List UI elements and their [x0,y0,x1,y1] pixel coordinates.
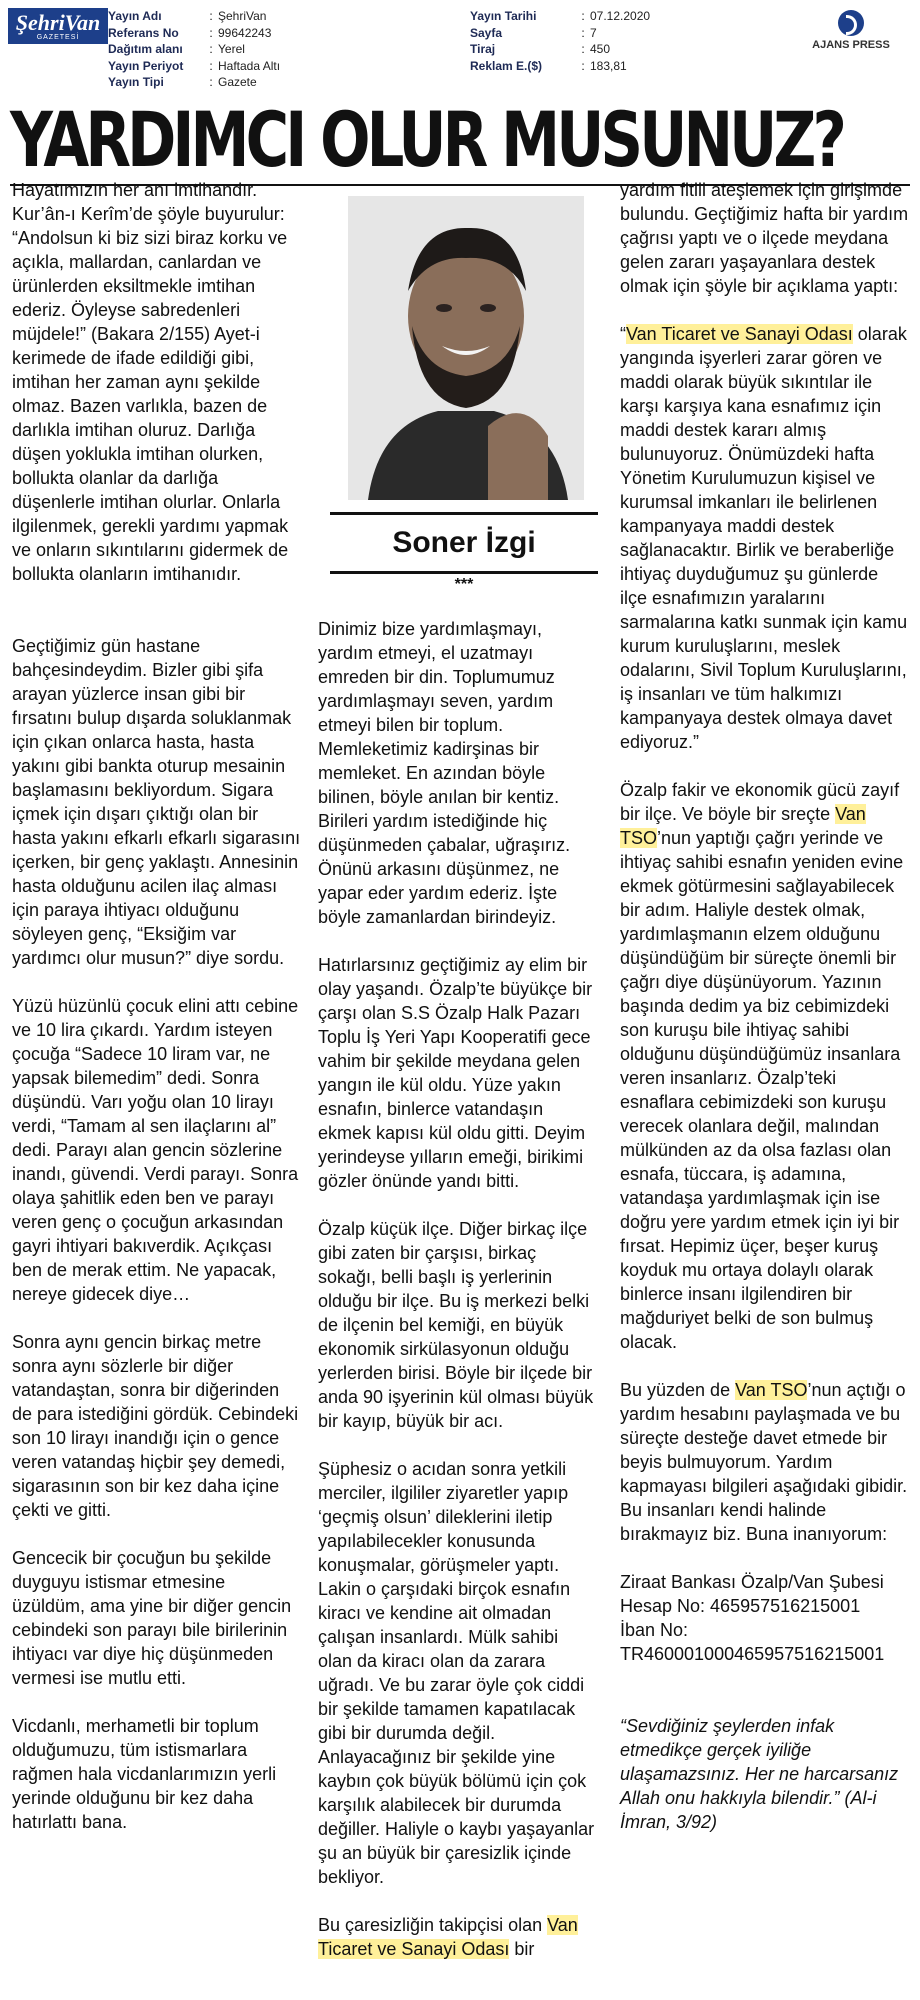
article-headline: YARDIMCI OLUR MUSUNUZ? [10,95,843,184]
ajans-press-branding [796,10,906,51]
meta-row [108,25,280,42]
text: ’nun açtığı o yardım hesabını paylaşmada ve bu süreçte desteğe davet etmede bir beyis bulmuyorum. Yardım kapmayası bilgileri aşağıdaki gibidir. Bu insanları kendi halinde bırakmayız biz. Buna inanıyorum: [620,1380,908,1544]
highlighted-org-name: Van TSO [735,1380,808,1400]
ajans-press-logo-icon [838,10,864,36]
meta-separator: : [209,25,213,40]
author-name: Soner İzgi [392,526,536,559]
meta-value: Yerel [218,42,245,56]
paragraph: Hayatımızın her anı imtihandır. Kur’ân-ı Kerîm’de şöyle buyurulur: “Andolsun ki biz sizi biraz korku ve açıkla, mallardan, canlardan ve ürünlerden eksiltmekle imtihan ederiz. Öyleyse sabredenleri müjdele!” (Bakara 2/155) Ayet-i kerimede de ifade edildiği gibi, imtihan her zaman aynı şekilde olmaz. Bazen varlıkla, bazen de darlıkla imtihan oluruz. Darlığa düşen yoklukla imtihan olurken, bollukta olanlar da darlığa düşenlerle imtihan olurlar. Onlarla ilgilenmek, gerekli yardımı yapmak ve onların sıkıntılarını gidermek de bollukta olanların imtihanıdır. [12,180,289,584]
meta-label: Yayın Adı [108,9,162,23]
text: ’nun yaptığı çağrı yerinde ve ihtiyaç sahibi esnafın yeniden evine ekmek götürmesini sağlayabilecek bir adım. Haliyle destek olmak, yardımlaşmanın elzem olduğunu düşündüğüm bir süreçte önemli bir çağrı diye düşünüyorum. Yazının başında dedim ya biz cebimizdeki son kuruşu bile ihtiyaç sahibi olduğunu düşündüğümüz insanlara veren insanlarız. Özalp’teki esnaflara cebimizdeki son kuruşu verecek olanlara değil, malından mülkünden az da olsa fazlası olan esnafa, tüccara, iş adamına, vatandaşa yardımlaşmak için ise doğru yere yardım etmek için iyi bir fırsat. Hepimiz üçer, beşer kuruş koyduk mu ortaya dolaylı olarak binlerce insanı ilgilendiren bir mağduriyet belki de son bulmuş olacak. [620,828,904,1352]
meta-row [470,25,650,42]
paragraph: yardım fitili ateşlemek için girişimde bulundu. Geçtiğimiz hafta bir yardım çağrısı yaptı ve o ilçede meydana gelen zararı yaşayanlara destek olmak için şöyle bir açıklama yaptı: [620,180,909,296]
paragraph: Sonra aynı gencin birkaç metre sonra aynı sözlerle bir diğer vatandaştan, sonra bir diğerinden de para istediğini gördük. Cebindeki son 10 lirayı inandığı için o gence veren vatandaş hiçbir şey demedi, sigarasının son bir kez daha içine çekti ve gitti. [12,1332,299,1520]
paragraph: Yüzü hüzünlü çocuk elini attı cebine ve 10 lira çıkardı. Yardım isteyen çocuğa “Sadece 10 liram var, ne yapsak bilemedim” dedi. Sonra düşündü. Varı yoğu olan 10 lirayı verdi, “Tamam al sen ilaçlarını al” dedi. Parayı alan gencin sözlerine inandı, güvendi. Verdi parayı. Sonra olaya şahitlik eden ben ve parayı veren genç o çocuğun arkasından gayri ihtiyari bakıverdik. Açıkçası ben de merak ettim. Ne yapacak, nereye gidecek diye… [12,996,299,1304]
paragraph: Geçtiğimiz gün hastane bahçesindeydim. Bizler gibi şifa arayan yüzlerce insan gibi bir fırsatını bulup dışarda soluklanmak için çıkan onlarca hasta, hasta yakını gibi bankta oturup mesainin başlamasını bekliyordum. Sigara içmek için dışarı çıktığı olan bir hasta yakını efkarlı efkarlı sigarasını içerken, bir genç yaklaştı. Annesinin hasta olduğunu acilen ilaç alması için paraya ihtiyacı olduğunu söyleyen genç, “Eksiğim var yardımcı olur musun?” diye sordu. [12,636,301,968]
text: “ [620,324,626,344]
meta-separator: : [209,9,213,23]
iban-label: İban No: [620,1620,689,1640]
column-1 [12,178,302,1858]
meta-value: 450 [590,42,611,56]
author-portrait-image [348,196,584,500]
clipping-header [0,0,920,96]
column-2 [318,617,596,1985]
meta-label: Referans No [108,25,179,40]
paragraph: Hatırlarsınız geçtiğimiz ay elim bir olay yaşandı. Özalp’te büyükçe bir çarşı olan S.S Özalp Halk Pazarı Toplu İş Yeri Yapı Kooperatifi gece vahim bir şekilde meydana gelen yangın ile kül oldu. Yüze yakın esnafın, binlerce vatandaşın ekmek kapısı kül oldu gitti. Deyim yerindeyse yılların emeği, birikimi gözler önünde yandı bitti. [318,955,593,1191]
highlighted-org-name: Van Ticaret ve Sanayi Odası [626,324,853,344]
account-number: Hesap No: 465957516215001 [620,1596,861,1616]
author-byline [330,512,598,574]
meta-row [108,8,280,25]
text: bir [509,1939,535,1959]
meta-separator: : [209,58,213,73]
meta-row [108,74,280,91]
paragraph: Özalp küçük ilçe. Diğer birkaç ilçe gibi zaten bir çarşısı, birkaç sokağı, belli başlı iş yerlerinin olduğu bir ilçe. Bu iş merkezi belki de ilçenin bel kemiği, en büyük ekonomik sirkülasyonun olduğu yerlerden birisi. Böyle bir ilçede bir anda 90 işyerinin kül olması büyük bir kayıp, büyük bir acı. [318,1219,594,1431]
meta-value: Gazete [218,75,257,89]
meta-value: Haftada Altı [218,58,281,73]
meta-label: Yayın Periyot [108,58,184,73]
text: olarak yangında işyerleri zarar gören ve maddi olarak büyük sıkıntılar ile karşı karşıya kana esnafımız için maddi destek kararı almış bulunuyoruz. Önümüzdeki hafta Yönetim Kurulumuzun kişisel ve kurumsal imkanları ile belirlenen kampanyaya maddi destek sağlanacaktır. Birlik ve beraberliğe ihtiyaç duyduğumuz şu günlerde ilçe esnafımızın yaralarını sarmalarına katkı sunmak için kamu kurum kuruluşlarını, meslek odalarını, Sivil Toplum Kuruluşlarını, iş insanları ve tüm halkımızı kampanyaya destek olmaya davet ediyoruz.” [620,324,908,752]
meta-row [470,8,650,25]
meta-label: Sayfa [470,25,503,40]
meta-value: 07.12.2020 [590,9,651,23]
meta-label: Dağıtım alanı [108,42,183,56]
text: Özalp fakir ve ekonomik gücü zayıf bir ilçe. Ve böyle bir sreçte [620,780,900,824]
text: Bu çaresizliğin takipçisi olan [318,1915,548,1935]
paragraph: Dinimiz bize yardımlaşmayı, yardım etmeyi, el uzatmayı emreden bir din. Toplumumuz yardımlaşmayı seven, yardım etmeyi bilen bir toplum. Memleketimiz kadirşinas bir memleket. En azından böyle bilinen, böyle anılan bir kentiz. Birileri yardım istediğinde hiç düşünmeden çabalar, uğraşırız. Önünü arkasını düşünmez, ne yapar eder yardım ederiz. İşte böyle zamanlardan birindeyiz. [318,619,571,927]
bank-name: Ziraat Bankası Özalp/Van Şubesi [620,1572,884,1592]
meta-label: Tiraj [470,42,496,56]
bank-details [620,1570,910,1666]
paragraph [620,778,910,1354]
meta-row [470,58,650,75]
ajans-press-name: AJANS PRESS [812,39,890,51]
meta-separator: : [581,9,585,23]
paragraph [620,1378,910,1546]
closing-quote: “Sevdiğiniz şeylerden infak etmedikçe gerçek iyiliğe ulaşamazsınız. Her ne harcarsanız Allah onu hakkıyla bilendir.” (Al-i İmran, 3/92) [620,1716,899,1832]
meta-separator: : [581,25,585,40]
section-separator: *** [454,576,474,593]
meta-value: ŞehriVan [218,9,267,23]
meta-left [108,8,280,91]
highlighted-org-name: Van Ticaret ve Sanayi Odası [318,1915,578,1959]
meta-separator: : [581,58,585,73]
logo-name: ŞehriVan [15,9,101,35]
iban-number: TR4600010004659575162150​01 [620,1644,885,1664]
highlighted-org-name: Van TSO [620,804,866,848]
meta-separator: : [209,75,213,89]
meta-value: 183,81 [590,58,627,73]
meta-label: Yayın Tarihi [470,9,537,23]
logo-subtitle: GAZETESİ [36,33,80,41]
author-photo [348,196,584,500]
meta-value: 7 [590,25,597,40]
meta-row [108,58,280,75]
paragraph [318,1913,596,1961]
meta-separator: : [581,42,585,56]
meta-row [470,41,650,58]
text: Bu yüzden de [620,1380,736,1400]
meta-value: 99642243 [218,25,272,40]
paragraph: Şüphesiz o acıdan sonra yetkili merciler, ilgililer ziyaretler yapıp ‘geçmiş olsun’ dileklerini iletip yapılabilecekler konusunda konuşmalar, görüşmeler yaptı. Lakin o çarşıdaki birçok esnafın kiracı ve kendine ait olmadan çalışan insanlardı. Mülk sahibi olan da kiracı olan da zarara uğradı. Ve bu zarar öyle çok ciddi bir şekilde tamamen kapatılacak gibi bir durumda değil. Anlayacağınız bir şekilde yine kaybın çok büyük bölümü için çok karşılık alabilecek bir durumda değiller. Haliyle o kaybı yaşayanlar şu an büyük bir çaresizlik içinde bekliyor. [318,1459,595,1887]
paragraph: Gencecik bir çocuğun bu şekilde duyguyu istismar etmesine üzüldüm, ama yine bir diğer gencin cebindeki son parayı bile birilerinin ihtiyacı var diye hiç düşünmeden vermesi ise mutlu etti. [12,1548,292,1688]
column-3 [620,178,910,1858]
meta-separator: : [209,42,213,56]
newspaper-logo [8,8,108,44]
meta-label: Yayın Tipi [108,75,164,89]
meta-row [108,41,280,58]
meta-label: Reklam E.($) [470,58,543,73]
paragraph: Vicdanlı, merhametli bir toplum olduğumuzu, tüm istismarlara rağmen hala vicdanlarımızın yerli yerinde olduğunu bir kez daha hatırlattı bana. [12,1716,277,1832]
paragraph [620,322,910,754]
meta-right [470,8,650,74]
